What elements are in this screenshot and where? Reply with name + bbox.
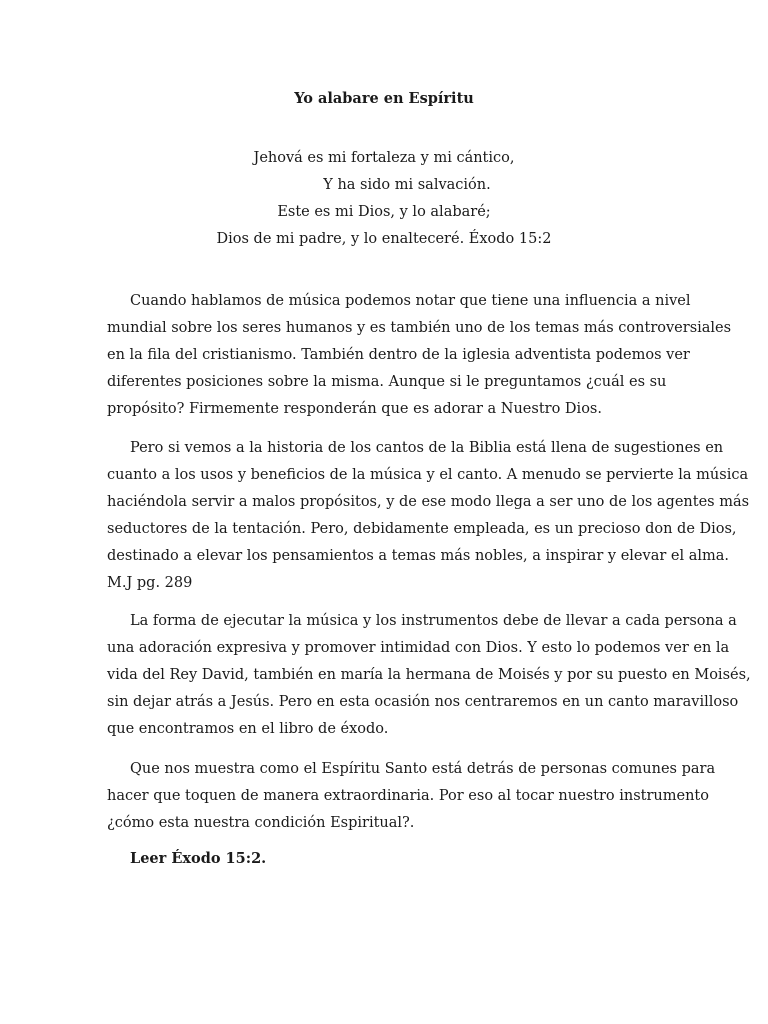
- paragraph-line: una adoración expresiva y promover intimidad con Dios. Y esto lo podemos ver en la: [107, 640, 730, 656]
- paragraph-line: sin dejar atrás a Jesús. Pero en esta ocasión nos centraremos en un canto maravilloso: [107, 694, 739, 710]
- verse-line: Dios de mi padre, y lo enalteceré. Éxodo 15:2: [216, 231, 552, 247]
- paragraph-line: Pero si vemos a la historia de los cantos de la Biblia está llena de sugestiones en: [130, 440, 724, 456]
- paragraph-line: propósito? Firmemente responderán que es adorar a Nuestro Dios.: [107, 401, 602, 417]
- paragraph-line: ¿cómo esta nuestra condición Espiritual?.: [107, 815, 415, 831]
- paragraph-line: cuanto a los usos y beneficios de la música y el canto. A menudo se pervierte la música: [107, 467, 749, 483]
- verse-line: Este es mi Dios, y lo alabaré;: [277, 204, 491, 220]
- paragraph-line: que encontramos en el libro de éxodo.: [107, 721, 389, 737]
- paragraph-1: [107, 288, 732, 435]
- verse-block: [0, 145, 768, 253]
- paragraph-3: [107, 608, 751, 755]
- paragraph-2: [107, 435, 750, 609]
- verse-line: Jehová es mi fortaleza y mi cántico,: [253, 150, 515, 166]
- paragraph-line: La forma de ejecutar la música y los instrumentos debe de llevar a cada persona a: [130, 613, 737, 629]
- document-title: Yo alabare en Espíritu: [294, 90, 474, 107]
- paragraph-line: M.J pg. 289: [107, 575, 193, 591]
- paragraph-4: [107, 756, 716, 849]
- paragraph-line: vida del Rey David, también en maría la hermana de Moisés y por su puesto en Moisés,: [107, 667, 751, 683]
- paragraph-5: [107, 845, 663, 884]
- paragraph-line: seductores de la tentación. Pero, debidamente empleada, es un precioso don de Dios,: [107, 521, 737, 537]
- verse-line: Y ha sido mi salvación.: [323, 177, 491, 193]
- paragraph-line: Que nos muestra como el Espíritu Santo está detrás de personas comunes para: [130, 761, 716, 777]
- paragraph-line: mundial sobre los seres humanos y es también uno de los temas más controversiales: [107, 320, 732, 336]
- paragraph-line: Leer Éxodo 15:2.: [130, 850, 267, 867]
- paragraph-line: destinado a elevar los pensamientos a temas más nobles, a inspirar y elevar el alma.: [107, 548, 729, 564]
- paragraph-line: Cuando hablamos de música podemos notar que tiene una influencia a nivel: [130, 293, 691, 309]
- paragraph-line: diferentes posiciones sobre la misma. Aunque si le preguntamos ¿cuál es su: [107, 374, 667, 390]
- paragraph-line: en la fila del cristianismo. También dentro de la iglesia adventista podemos ver: [107, 347, 690, 363]
- paragraph-line: hacer que toquen de manera extraordinaria. Por eso al tocar nuestro instrumento: [107, 788, 709, 804]
- paragraph-line: haciéndola servir a malos propósitos, y de ese modo llega a ser uno de los agentes más: [107, 494, 750, 510]
